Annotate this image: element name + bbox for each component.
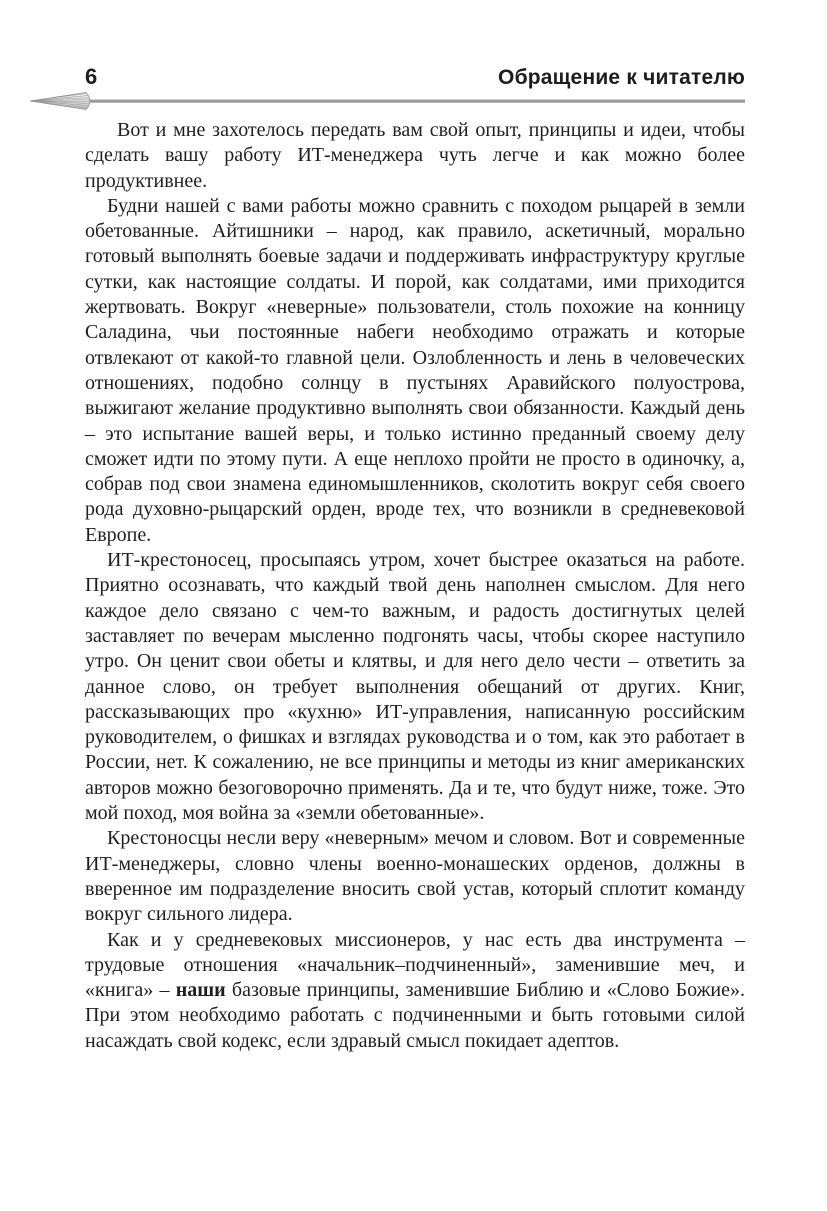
paragraph-5: [85, 928, 745, 1054]
running-header: [85, 64, 745, 90]
paragraph-5-text-end: базовые принципы, заменившие Библию и «Слово Божие». При этом необходимо работать с подчиненными и быть готовыми силой насаждать свой кодекс, если здравый смысл покидает адептов.: [85, 979, 745, 1052]
spear-divider: [30, 89, 745, 113]
spear-rule-icon: [30, 89, 745, 113]
paragraph-4: Крестоносцы несли веру «неверным» мечом и словом. Вот и современные ИТ-менеджеры, словно члены военно-монашеских орденов, должны в вверенное им подразделение вносить свой устав, который сплотит команду вокруг сильного лидера.: [85, 827, 745, 926]
paragraph-1: Вот и мне захотелось передать вам свой опыт, принципы и идеи, чтобы сделать вашу работу ИТ-менеджера чуть легче и как можно более продуктивнее.: [85, 119, 745, 192]
paragraph-5-text-start: Как и у средневековых миссионеров, у нас есть два инструмента – трудовые отношения «начальник–подчиненный», заменившие меч, и «книга» –: [85, 928, 745, 1002]
paragraph-5-bold-word: наши: [175, 979, 226, 1002]
page-number: 6: [85, 64, 98, 89]
paragraph-2: Будни нашей с вами работы можно сравнить с походом рыцарей в земли обетованные. Айтишники – народ, как правило, аскетичный, морально готовый выполнять боевые задачи и поддерживать инфраструктуру круглые сутки, как настоящие солдаты. И порой, как солдатами, ими приходится жертвовать. Вокруг «неверные» пользователи, столь похожие на конницу Саладина, чьи постоянные набеги необходимо отражать и которые отвлекают от какой-то главной цели. Озлобленность и лень в человеческих отношениях, подобно солнцу в пустынях Аравийского полуострова, выжигают желание продуктивно выполнять свои обязанности. Каждый день – это испытание вашей веры, и только истинно преданный своему делу сможет идти по этому пути. А еще неплохо пройти не просто в одиночку, а, собрав под свои знамена единомышленников, сколотить вокруг себя своего рода духовно-рыцарский орден, вроде тех, что возникли в средневековой Европе.: [85, 194, 745, 546]
paragraph-3: ИТ-крестоносец, просыпаясь утром, хочет быстрее оказаться на работе. Приятно осознавать, что каждый твой день наполнен смыслом. Для него каждое дело связано с чем-то важным, и радость достигнутых целей заставляет по вечерам мысленно подгонять часы, чтобы скорее наступило утро. Он ценит свои обеты и клятвы, и для него дело чести – ответить за данное слово, он требует выполнения обещаний от других. Книг, рассказывающих про «кухню» ИТ-управления, написанную российским руководителем, о фишках и взглядах руководства и о том, как это работает в России, нет. К сожалению, не все принципы и методы из книг американских авторов можно безоговорочно применять. Да и те, что будут ниже, тоже. Это мой поход, моя война за «земли обетованные».: [85, 549, 745, 825]
running-header-title: Обращение к читателю: [498, 66, 745, 89]
page-body: [85, 118, 745, 1054]
